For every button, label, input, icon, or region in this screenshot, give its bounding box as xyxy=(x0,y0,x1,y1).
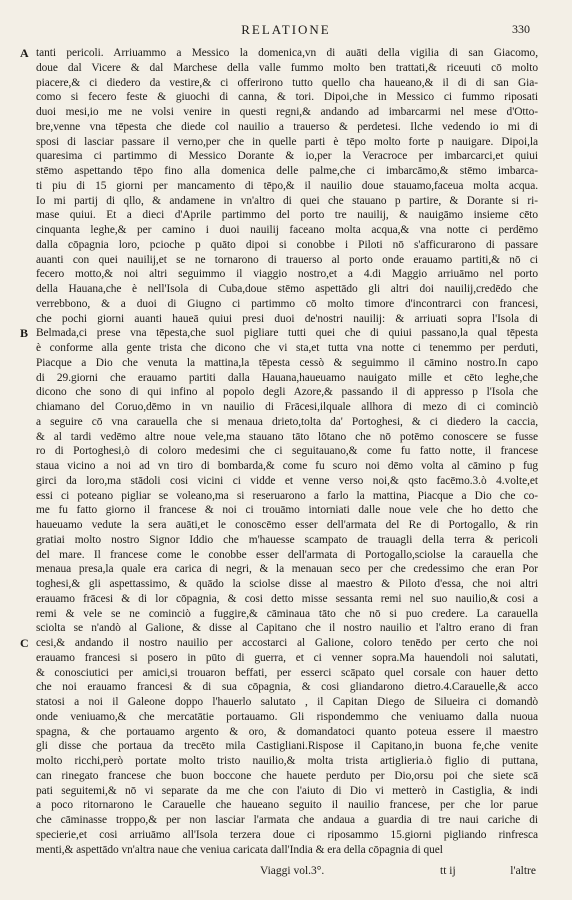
text-line: stēmo aspettando tēpo fino alla domenica delle palme,che ci imbarcāmo,& stēmo imbarca- xyxy=(36,165,538,177)
volume-signature: Viaggi vol.3°. xyxy=(260,865,325,877)
text-line: sciolta se n'andò al Galione, & disse al Capitano che il nostro nauilio et l'altro erano di fran xyxy=(36,622,538,635)
text-line: spagna, & che portauamo argento & oro, & domandatoci quanto poteua essere il maestro xyxy=(36,725,538,738)
signature-mark: tt ij xyxy=(440,865,456,877)
body-text xyxy=(36,46,538,857)
text-line: a poco ritornarono le Carauelle che haueano seguito il nauilio francese, per che lor parue xyxy=(36,799,538,812)
text-line: onde veniuamo,& che mercatātie portauamo. Gli rispondemmo che veniuamo dalla nuoua xyxy=(36,710,538,723)
text-line: me fu fatto giorno il francese & noi ci trouāmo intorniati dalle noue vele che ho detto che xyxy=(36,504,538,517)
text-line: molto ricchi,però portate molto tristo nauilio,& molta trista artiglieria.ò figlio di puttana, xyxy=(36,755,538,767)
text-line: essi ci poteano pigliar se voleano,ma si reseruarono a farlo la mattina, Piacque a Dio che co- xyxy=(36,489,538,502)
text-line: gli disse che portaua da trecēto mila Castigliani.Rispose il Capitano,in buona fe,che venite xyxy=(36,740,538,753)
text-line: è conforme alla gente trista che dicono che vi sta,et tutta vna notte ci tenemmo per perduti, xyxy=(36,342,538,354)
text-line: Belmada,ci prese vna tēpesta,che suol pigliare tutti quei che di quiui passano,la qual tēpesta xyxy=(36,327,538,340)
text-line: can rinegato francese che buon boccone che hauete perduto per Dio,orsu poi che siete scā xyxy=(36,769,538,782)
text-line: quaresima ci partimmo di Messico Dorante & io,per la Veracroce per imbarcarci,et quiui xyxy=(36,150,538,163)
text-line: ro di Portoghesi,ò di coloro medesimi che ci seguitauano,& come fu fatto notte, il francese xyxy=(36,445,538,458)
text-line: duoi mesi,io me ne volsi venire in questi regni,& andando ad imbarcarmi nel mese d'Otto- xyxy=(36,106,538,118)
catchword: l'altre xyxy=(510,865,536,877)
text-line: toghesi,& gli aspettassimo, & quādo la sciolse disse al maestro & Piloto d'essa, che noi altri xyxy=(36,578,538,590)
text-line: dalla cōpagnia loro, pcioche p quāto dipoi si conobbe i Piloti nō s'afficurarono di passare xyxy=(36,238,538,251)
text-line: girci da loro,ma stādoli cosi vicini ci vidde et venne verso noi,& qsto facēmo.3.ò 4.volte,et xyxy=(36,474,538,487)
text-line: specierie,et cosi arriuāmo all'Isola terzera doue ci riposammo 15.giorni pigliando rinfresca xyxy=(36,828,538,841)
text-line: cesi,& andando il nostro nauilio per accostarci al Galione, coloro tenēdo per certo che noi xyxy=(36,637,538,649)
text-line: menaua presa,la quale era carica di negri, & la menauan seco per che credessimo che eran Por xyxy=(36,563,538,576)
margin-letter: A xyxy=(20,46,29,60)
text-line: che pochi giorni auanti haueā quiui presi duoi de'nostri nauilij: & arriuati sopra l'Isola di xyxy=(36,312,538,325)
text-line: Piacque a Dio che venuta la mattina,la tēpesta cessò & seguimmo il cāmino nostro.In capo xyxy=(36,356,538,369)
text-line: & al tardi vedēmo altre noue vele,ma stauano tāto lōtano che nō potēmo conoscere se fusse xyxy=(36,430,538,443)
text-line: statosi a noi il Galeone doppo l'hauerlo salutato , il Capitan Diego de Silueira ci domandò xyxy=(36,696,538,708)
text-line: a seguire cō vna carauella che si menaua drieto,tolta da' Portoghesi, & ci diedero la caccia, xyxy=(36,415,538,428)
text-line: sposi di lasciar passare il verno,per che in quelle parti è tēpo molto forte p nauigare. Dipoi,la xyxy=(36,135,538,148)
text-line: che noi erauamo francesi & di sua cōpagnia, & cosi gliandarono dietro.4.Carauelle,& acco xyxy=(36,681,538,694)
text-line: menti,& aspettādo vn'altra naue che veniua caricata dall'India & era della cōpagnia di quel xyxy=(36,843,443,856)
text-line: como si fecero feste & giuochi di canna, & tori. Dipoi,che in Messico ci fummo riposati xyxy=(36,91,538,104)
text-line: del mare. Il francese come le conobbe esser dell'armata di Portogallo,sciolse la carauella che xyxy=(36,548,538,561)
text-line: & conosciutici per amici,si trouaron beffati, per esserci scāpato quel corsale con hauer detto xyxy=(36,666,538,679)
text-line: haueuamo vedute la sera auāti,et le conoscēmo esser dell'armata del Re di Portogallo, & rin xyxy=(36,519,538,531)
text-line: dicono che sono di qui infino al popolo degli Azore,& passando il di appresso p l'Isola che xyxy=(36,386,538,399)
text-line: remi & vele se ne cominciò a fuggire,& cāminaua tāto che nō si puo credere. La carauella xyxy=(36,607,538,620)
running-title: RELATIONE xyxy=(241,22,331,37)
text-line: fecero motto,& noi altri seguimmo il viaggio nostro,et a 4.di Maggio arriuāmo nel porto xyxy=(36,268,538,281)
text-line: della Hauana,che è nell'Isola di Cuba,doue stēmo aspettādo gli altri doi nauilij,credēdo che xyxy=(36,283,538,295)
page-header xyxy=(0,22,572,44)
text-line: staua vicino a noi ad vn tiro di bombarda,& come fu scuro noi dēmo volta al cāmino p fug xyxy=(36,460,538,472)
text-line: Io mi partij di qllo, & andamene in vn'altro di quei che stauano p partire, & Dorante si ri- xyxy=(36,194,538,207)
text-line: bre,venne vna tēpesta che diede col nauilio a trauerso & perdetesi. Ilche vedendo io mi di xyxy=(36,120,538,133)
text-line: auanti con quei nauilij,et se ne tornarono di trauerso al porto onde erauamo partiti,& nō ci xyxy=(36,253,538,266)
text-line: mase quiui. Et a dieci d'Aprile partimmo del porto tre nauilij, & nauigāmo insieme cēto xyxy=(36,209,538,222)
page-footer xyxy=(0,865,572,883)
text-line: doue dal Vicere & dal Marchese della valle fummo molto ben trattati,& riceuuti cō molto xyxy=(36,61,538,74)
text-line: erauamo frācesi & di lor cōpagnia, & cosi detto misse sessanta remi nel suo nauilio,& cosi a xyxy=(36,592,538,605)
text-line: di 29.giorni che erauamo partiti dalla Hauana,haueuamo nauigato mille et cēto leghe,che xyxy=(36,371,538,384)
text-line: tanti pericoli. Arriuammo a Messico la domenica,vn di auāti della vigilia di san Giacomo, xyxy=(36,47,538,59)
text-line: che cāminasse troppo,& per non lasciar l'armata che andaua a guardia di tre naui cariche di xyxy=(36,814,538,826)
text-line: cinquanta leghe,& per camino i duoi nauilij faceano molta acqua,& vna notte ci perdēmo xyxy=(36,224,538,236)
text-line: ti piu di 15 giorni per mancamento di tēpo,& il nauilio doue stauamo,faceua molta acqua. xyxy=(36,179,538,192)
text-line: verrebbono, & a duoi di Giugno ci partimmo cō molto timore d'incontrarci con francesi, xyxy=(36,297,538,310)
text-line: gratiai molto nostro Signor Iddio che m'hauesse scampato de trauagli della terra & pericoli xyxy=(36,533,538,546)
text-line: pati seguitemi,& nō vi separate da me che con l'aiuto di Dio vi metterò in Castiglia, & indi xyxy=(36,784,538,797)
margin-letter: B xyxy=(20,326,29,341)
text-line: chiamano del Coruo,dēmo in vn nauilio di Frācesi,ilquale allhora di mezo di ci cominciò xyxy=(36,401,538,413)
page-number: 330 xyxy=(512,22,530,36)
text-line: piacere,& ci diedero da vestire,& ci offerirono tutto quello cha haueano,& il di di san Gia- xyxy=(36,76,538,89)
text-line: erauamo francesi si posero in pūto di guerra, et ci venner sopra.Ma hauendoli noi salutati, xyxy=(36,651,538,664)
margin-letter: C xyxy=(20,636,29,650)
